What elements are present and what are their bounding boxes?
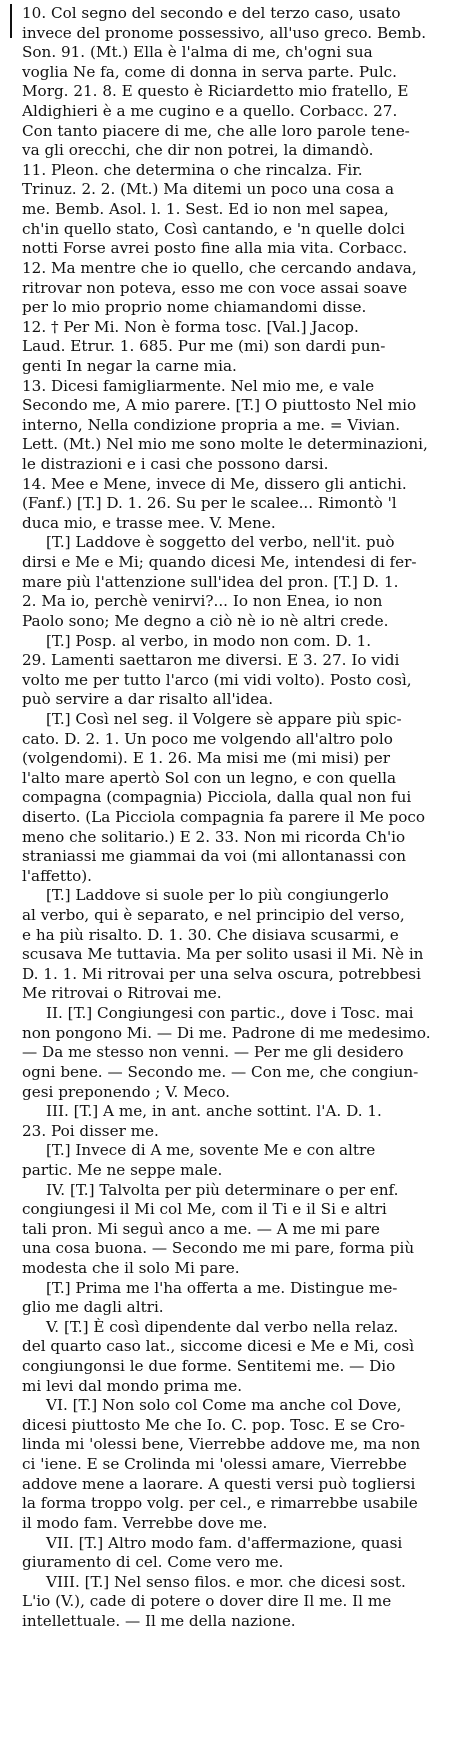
text-line: 2. Ma io, perchè venirvi?... Io non Enea, io non: [22, 592, 383, 611]
text-line: mi levi dal mondo prima me.: [22, 1376, 243, 1395]
text-line: modesta che il solo Mi pare.: [22, 1259, 240, 1277]
text-line: 11. Pleon. che determina o che rincalza. Fir.: [22, 160, 363, 179]
text-line: III. [T.] A me, in ant. anche sottint. l'A. D. 1.: [46, 1102, 382, 1121]
text-line: 13. Dicesi famigliarmente. Nel mio me, e vale: [22, 376, 375, 395]
text-line: (volgendomi). E 1. 26. Ma misi me (mi misi) per: [22, 749, 390, 768]
text-line: l'affetto).: [22, 866, 92, 885]
text-line: ritrovar non poteva, esso me con voce assai soave: [22, 278, 408, 297]
text-line: notti Forse avrei posto fine alla mia vita. Corbacc.: [22, 239, 408, 258]
text-line: invece del pronome possessivo, all'uso greco. Bemb.: [22, 23, 427, 42]
text-line: per lo mio proprio nome chiamandomi disse.: [22, 298, 367, 317]
text-line: giuramento di cel. Come vero me.: [22, 1553, 284, 1572]
text-line: compagna (compagnia) Picciola, dalla qual non fui: [22, 788, 412, 807]
text-line: — Da me stesso non venni. — Per me gli desidero: [22, 1043, 404, 1062]
text-line: [T.] Posp. al verbo, in modo non com. D. 1.: [46, 631, 372, 650]
text-line: l'alto mare apertò Sol con un legno, e con quella: [22, 768, 397, 787]
text-line: congiungonsi le due forme. Sentitemi me. — Dio: [22, 1357, 396, 1376]
text-line: intellettuale. — Il me della nazione.: [22, 1611, 296, 1630]
text-line: scusava Me tuttavia. Ma per solito usasi il Mi. Nè in: [22, 945, 424, 964]
text-line: [T.] Laddove si suole per lo più congiungerlo: [46, 886, 389, 905]
text-line: le distrazioni e i casi che possono darsi.: [22, 455, 329, 474]
text-line: ogni bene. — Secondo me. — Con me, che congiun-: [22, 1062, 419, 1081]
text-line: tali pron. Mi seguì anco a me. — A me mi pare: [22, 1219, 380, 1238]
text-line: [T.] Invece di A me, sovente Me e con altre: [46, 1141, 376, 1160]
text-line: Lett. (Mt.) Nel mio me sono molte le determinazioni,: [22, 435, 428, 454]
text-line: Con tanto piacere di me, che alle loro parole tene-: [22, 121, 410, 140]
text-line: L'io (V.), cade di potere o dover dire Il me. Il me: [22, 1592, 392, 1611]
text-line: congiungesi il Mi col Me, com il Ti e il Si e altri: [22, 1200, 387, 1219]
text-line: volto me per tutto l'arco (mi vidi volto). Posto così,: [22, 670, 412, 689]
text-line: Paolo sono; Me degno a ciò nè io nè altri crede.: [22, 611, 389, 630]
text-line: D. 1. 1. Mi ritrovai per una selva oscura, potrebbesi: [22, 964, 421, 983]
text-line: straniassi me giammai da voi (mi allontanassi con: [22, 847, 406, 866]
text-line: VIII. [T.] Nel senso filos. e mor. che dicesi sost.: [46, 1572, 406, 1591]
text-line: II. [T.] Congiungesi con partic., dove i Tosc. mai: [46, 1004, 414, 1023]
text-line: Laud. Etrur. 1. 685. Pur me (mi) son dardi pun-: [22, 337, 386, 356]
text-line: 12. Ma mentre che io quello, che cercando andava,: [22, 258, 417, 277]
text-line: e ha più risalto. D. 1. 30. Che disiava scusarmi, e: [22, 925, 399, 944]
text-line: 14. Mee e Mene, invece di Me, dissero gli antichi.: [22, 474, 407, 493]
text-line: genti In negar la carne mia.: [22, 356, 237, 375]
text-line: Aldighieri è a me cugino e a quello. Corbacc. 27.: [22, 102, 398, 121]
text-line: Son. 91. (Mt.) Ella è l'alma di me, ch'ogni sua: [22, 43, 373, 62]
text-line: Me ritrovai o Ritrovai me.: [22, 984, 222, 1003]
text-line: diserto. (La Picciola compagnia fa parere il Me poco: [22, 807, 426, 826]
margin-rule: [10, 4, 12, 38]
text-line: Secondo me, A mio parere. [T.] O piuttosto Nel mio: [22, 396, 417, 415]
text-line: glio me dagli altri.: [22, 1298, 164, 1317]
text-line: 12. † Per Mi. Non è forma tosc. [Val.] Jacop.: [22, 317, 359, 336]
text-line: ci 'iene. E se Crolinda mi 'olessi amare, Vierrebbe: [22, 1455, 407, 1474]
text-line: la forma troppo volg. per cel., e rimarrebbe usabile: [22, 1494, 418, 1513]
text-line: dicesi piuttosto Me che Io. C. pop. Tosc. E se Cro-: [22, 1415, 405, 1434]
text-line: 10. Col segno del secondo e del terzo caso, usato: [22, 4, 401, 22]
text-line: VI. [T.] Non solo col Come ma anche col Dove,: [46, 1396, 402, 1415]
text-line: [T.] Prima me l'ha offerta a me. Distingue me-: [46, 1278, 398, 1297]
text-line: del quarto caso lat., siccome dicesi e Me e Mi, così: [22, 1337, 415, 1356]
text-line: partic. Me ne seppe male.: [22, 1160, 223, 1179]
text-line: linda mi 'olessi bene, Vierrebbe addove me, ma non: [22, 1435, 421, 1454]
dictionary-entry-text: [22, 4, 462, 1632]
text-line: interno, Nella condizione propria a me. = Vivian.: [22, 415, 401, 434]
text-line: [T.] Così nel seg. il Volgere sè appare più spic-: [46, 709, 402, 728]
text-line: mare più l'attenzione sull'idea del pron. [T.] D. 1.: [22, 572, 399, 591]
text-line: VII. [T.] Altro modo fam. d'affermazione, quasi: [46, 1533, 403, 1552]
text-line: non pongono Mi. — Di me. Padrone di me medesimo.: [22, 1023, 431, 1042]
text-line: addove mene a laorare. A questi versi può togliersi: [22, 1474, 416, 1493]
text-line: voglia Ne fa, come di donna in serva parte. Pulc.: [22, 62, 398, 81]
text-line: ch'in quello stato, Così cantando, e 'n quelle dolci: [22, 219, 405, 238]
text-line: Morg. 21. 8. E questo è Riciardetto mio fratello, E: [22, 82, 409, 101]
text-line: va gli orecchi, che dir non potrei, la dimandò.: [22, 141, 374, 160]
text-line: Trinuz. 2. 2. (Mt.) Ma ditemi un poco una cosa a: [22, 180, 395, 199]
text-line: meno che solitario.) E 2. 33. Non mi ricorda Ch'io: [22, 827, 406, 846]
text-line: il modo fam. Verrebbe dove me.: [22, 1513, 268, 1532]
text-line: IV. [T.] Talvolta per più determinare o per enf.: [46, 1180, 399, 1199]
text-line: gesi preponendo ; V. Meco.: [22, 1082, 230, 1101]
text-line: al verbo, qui è separato, e nel principio del verso,: [22, 906, 405, 925]
text-line: V. [T.] È così dipendente dal verbo nella relaz.: [46, 1317, 399, 1336]
text-line: può servire a dar risalto all'idea.: [22, 690, 274, 709]
text-line: dirsi e Me e Mi; quando dicesi Me, intendesi di fer-: [22, 553, 417, 572]
text-line: me. Bemb. Asol. l. 1. Sest. Ed io non mel sapea,: [22, 200, 389, 219]
text-line: 29. Lamenti saettaron me diversi. E 3. 27. Io vidi: [22, 651, 400, 670]
text-line: duca mio, e trasse mee. V. Mene.: [22, 513, 276, 532]
text-line: 23. Poi disser me.: [22, 1121, 159, 1140]
text-line: cato. D. 2. 1. Un poco me volgendo all'altro polo: [22, 729, 393, 748]
text-line: una cosa buona. — Secondo me mi pare, forma più: [22, 1239, 415, 1258]
text-line: [T.] Laddove è soggetto del verbo, nell'it. può: [46, 533, 395, 552]
text-line: (Fanf.) [T.] D. 1. 26. Su per le scalee... Rimontò 'l: [22, 494, 397, 513]
